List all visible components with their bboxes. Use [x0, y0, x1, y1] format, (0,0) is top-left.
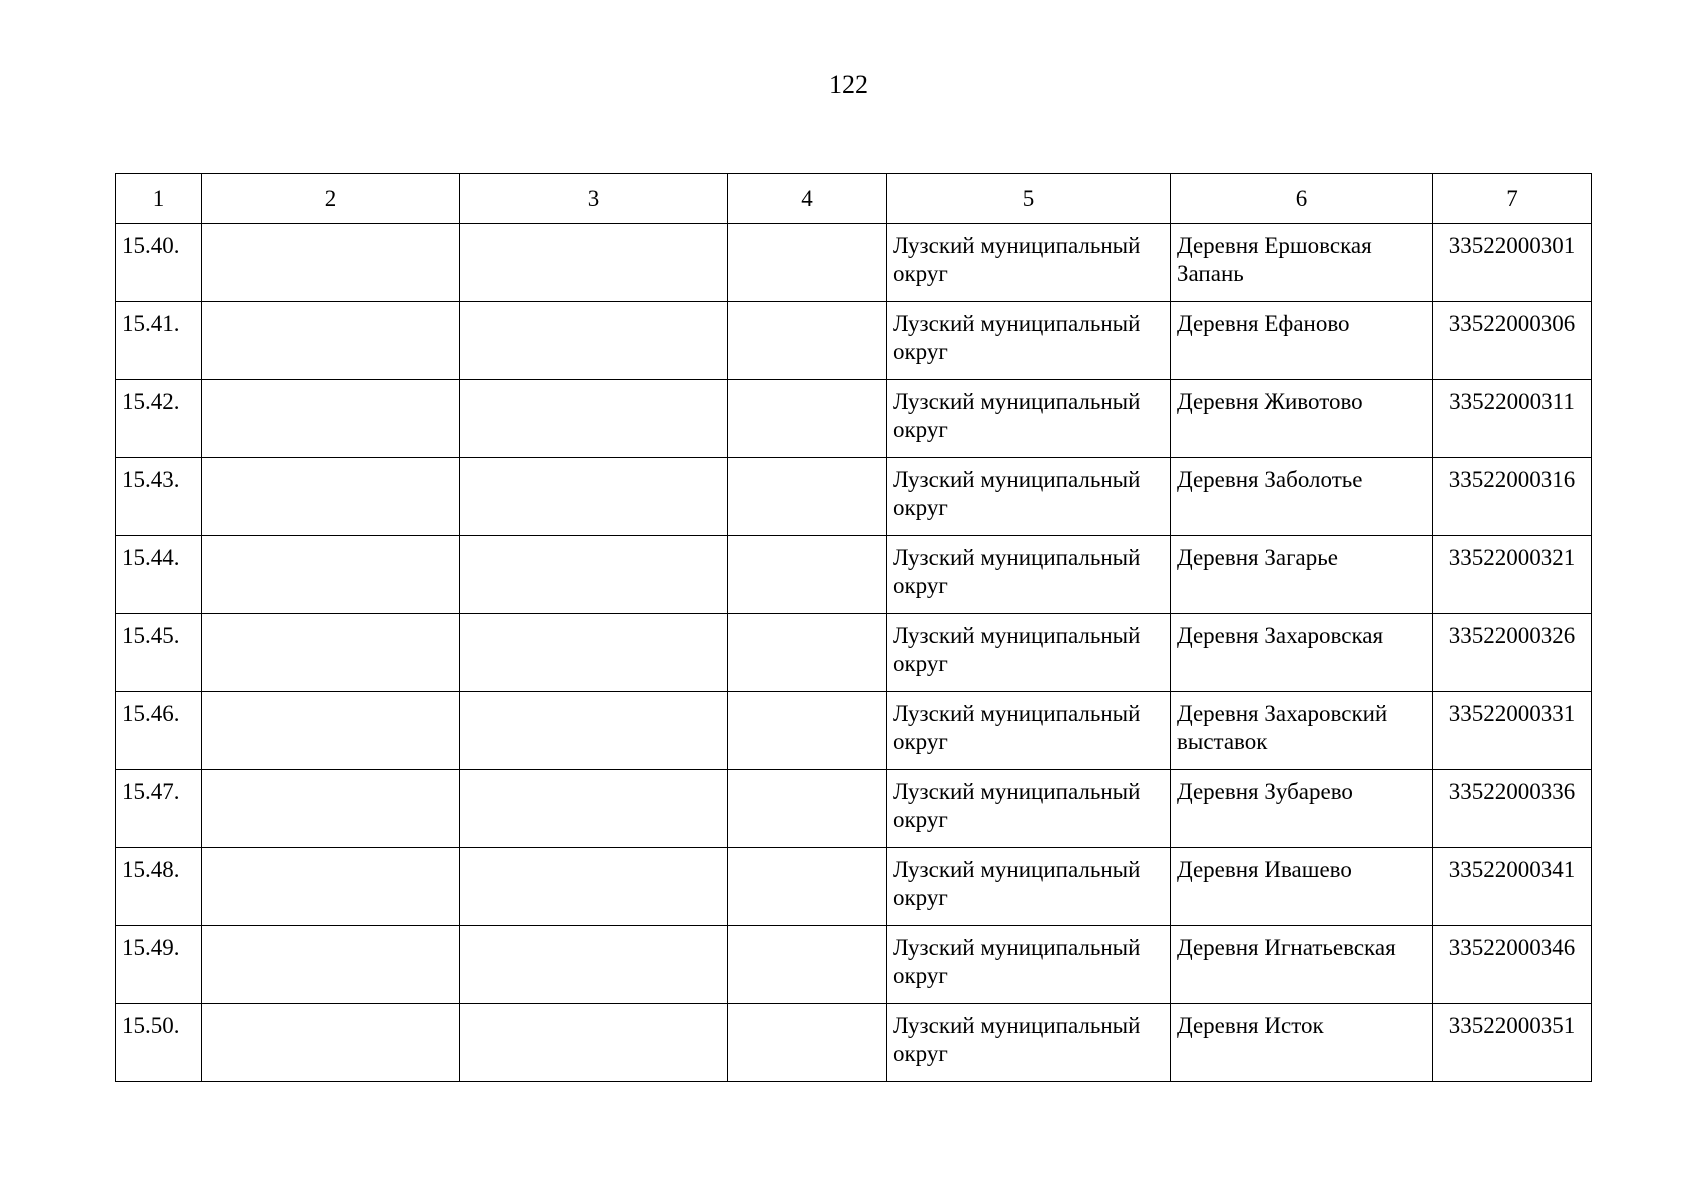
cell-settlement: Деревня Захаровский выставок: [1171, 692, 1433, 770]
cell-settlement: Деревня Исток: [1171, 1004, 1433, 1082]
cell-district: Лузский муниципальный округ: [887, 926, 1171, 1004]
table-row: [116, 380, 1592, 458]
table-row: [116, 926, 1592, 1004]
cell-col4: [728, 614, 887, 692]
cell-col3: [460, 692, 728, 770]
cell-district: Лузский муниципальный округ: [887, 848, 1171, 926]
cell-code: 33522000346: [1433, 926, 1592, 1004]
cell-col3: [460, 614, 728, 692]
cell-settlement: Деревня Захаровская: [1171, 614, 1433, 692]
row-number: 15.47.: [116, 770, 202, 848]
cell-col4: [728, 302, 887, 380]
column-header: 5: [887, 174, 1171, 224]
cell-col2: [202, 302, 460, 380]
cell-col2: [202, 614, 460, 692]
table-row: [116, 614, 1592, 692]
cell-col3: [460, 1004, 728, 1082]
column-header: 2: [202, 174, 460, 224]
row-number: 15.45.: [116, 614, 202, 692]
cell-code: 33522000306: [1433, 302, 1592, 380]
cell-settlement: Деревня Заболотье: [1171, 458, 1433, 536]
column-header: 6: [1171, 174, 1433, 224]
cell-col4: [728, 1004, 887, 1082]
cell-col3: [460, 302, 728, 380]
table-row: [116, 848, 1592, 926]
row-number: 15.49.: [116, 926, 202, 1004]
column-header: 4: [728, 174, 887, 224]
row-number: 15.50.: [116, 1004, 202, 1082]
cell-code: 33522000301: [1433, 224, 1592, 302]
table-row: [116, 692, 1592, 770]
cell-district: Лузский муниципальный округ: [887, 458, 1171, 536]
cell-col4: [728, 380, 887, 458]
cell-col3: [460, 770, 728, 848]
cell-settlement: Деревня Ефаново: [1171, 302, 1433, 380]
column-header: 7: [1433, 174, 1592, 224]
cell-col4: [728, 770, 887, 848]
row-number: 15.46.: [116, 692, 202, 770]
cell-col4: [728, 926, 887, 1004]
cell-col2: [202, 380, 460, 458]
cell-district: Лузский муниципальный округ: [887, 692, 1171, 770]
cell-col2: [202, 770, 460, 848]
cell-district: Лузский муниципальный округ: [887, 614, 1171, 692]
cell-col2: [202, 926, 460, 1004]
table-row: [116, 224, 1592, 302]
cell-col2: [202, 848, 460, 926]
row-number: 15.41.: [116, 302, 202, 380]
cell-col3: [460, 224, 728, 302]
settlements-table: [115, 173, 1592, 1082]
cell-code: 33522000311: [1433, 380, 1592, 458]
cell-col3: [460, 926, 728, 1004]
column-header: 1: [116, 174, 202, 224]
row-number: 15.40.: [116, 224, 202, 302]
cell-col4: [728, 224, 887, 302]
cell-settlement: Деревня Животово: [1171, 380, 1433, 458]
cell-district: Лузский муниципальный округ: [887, 380, 1171, 458]
cell-code: 33522000336: [1433, 770, 1592, 848]
row-number: 15.48.: [116, 848, 202, 926]
cell-col2: [202, 458, 460, 536]
header-row: [116, 174, 1592, 224]
cell-col3: [460, 458, 728, 536]
cell-col4: [728, 692, 887, 770]
cell-district: Лузский муниципальный округ: [887, 224, 1171, 302]
cell-code: 33522000341: [1433, 848, 1592, 926]
cell-district: Лузский муниципальный округ: [887, 1004, 1171, 1082]
cell-district: Лузский муниципальный округ: [887, 302, 1171, 380]
cell-code: 33522000321: [1433, 536, 1592, 614]
cell-settlement: Деревня Ивашево: [1171, 848, 1433, 926]
column-header: 3: [460, 174, 728, 224]
cell-code: 33522000316: [1433, 458, 1592, 536]
cell-col2: [202, 692, 460, 770]
cell-col3: [460, 848, 728, 926]
cell-col3: [460, 380, 728, 458]
table-row: [116, 770, 1592, 848]
cell-district: Лузский муниципальный округ: [887, 536, 1171, 614]
row-number: 15.42.: [116, 380, 202, 458]
page-number: 122: [829, 70, 868, 99]
cell-settlement: Деревня Игнатьевская: [1171, 926, 1433, 1004]
row-number: 15.44.: [116, 536, 202, 614]
cell-district: Лузский муниципальный округ: [887, 770, 1171, 848]
cell-col3: [460, 536, 728, 614]
cell-code: 33522000326: [1433, 614, 1592, 692]
cell-settlement: Деревня Зубарево: [1171, 770, 1433, 848]
table-row: [116, 302, 1592, 380]
cell-settlement: Деревня Ершовская Запань: [1171, 224, 1433, 302]
cell-col2: [202, 1004, 460, 1082]
cell-code: 33522000331: [1433, 692, 1592, 770]
cell-code: 33522000351: [1433, 1004, 1592, 1082]
table-row: [116, 1004, 1592, 1082]
table-row: [116, 536, 1592, 614]
cell-col2: [202, 536, 460, 614]
cell-col4: [728, 848, 887, 926]
cell-col4: [728, 458, 887, 536]
row-number: 15.43.: [116, 458, 202, 536]
table-row: [116, 458, 1592, 536]
cell-col4: [728, 536, 887, 614]
cell-settlement: Деревня Загарье: [1171, 536, 1433, 614]
cell-col2: [202, 224, 460, 302]
